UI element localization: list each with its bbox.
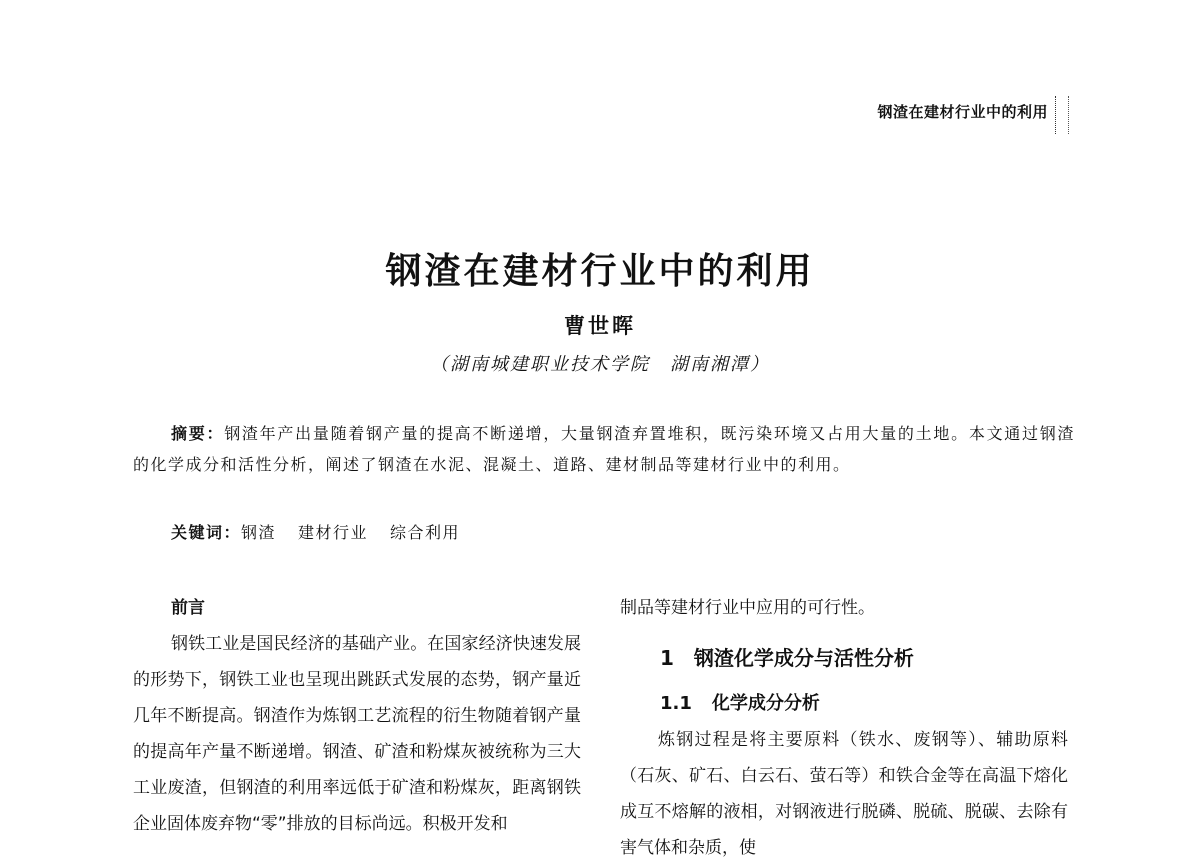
right-column (620, 590, 1068, 866)
continuation-text: 制品等建材行业中应用的可行性。 (620, 598, 875, 618)
keywords-label: 关键词： (171, 523, 242, 542)
author-name: 曹世晖 (564, 314, 636, 338)
subsection-title: 化学成分分析 (711, 693, 820, 714)
abstract-text: 钢渣年产出量随着钢产量的提高不断递增，大量钢渣弃置堆积，既污染环境又占用大量的土地。本文通过钢渣的化学成分和活性分析，阐述了钢渣在水泥、混凝土、道路、建材制品等建材行业中的利用。 (133, 424, 1075, 474)
section-title: 钢渣化学成分与活性分析 (693, 646, 914, 670)
header-ornament (1055, 96, 1069, 134)
preface-paragraph: 钢铁工业是国民经济的基础产业。在国家经济快速发展的形势下，钢铁工业也呈现出跳跃式发展的态势，钢产量近几年不断提高。钢渣作为炼钢工艺流程的衍生物随着钢产量的提高年产量不断递增。钢渣、矿渣和粉煤灰被统称为三大工业废渣，但钢渣的利用率远低于矿渣和粉煤灰，距离钢铁企业固体废弃物“零”排放的目标尚远。积极开发和 (133, 634, 581, 834)
section-paragraph: 炼钢过程是将主要原料（铁水、废钢等）、辅助原料（石灰、矿石、白云石、萤石等）和铁合金等在高温下熔化成互不熔解的液相，对钢液进行脱磷、脱硫、脱碳、去除有害气体和杂质，使 (620, 730, 1068, 858)
author-affiliation: （湖南城建职业技术学院 湖南湘潭） (430, 354, 770, 375)
abstract (133, 418, 1075, 480)
keyword-item: 钢渣 (241, 523, 277, 542)
left-column (133, 590, 581, 842)
keywords (171, 520, 482, 543)
abstract-label: 摘要： (171, 424, 225, 443)
keyword-item: 建材行业 (298, 523, 369, 542)
running-header: 钢渣在建材行业中的利用 (877, 103, 1048, 121)
subsection-number: 1.1 (660, 693, 692, 714)
section-heading (620, 640, 1068, 676)
section-number: 1 (660, 646, 674, 670)
keyword-item: 综合利用 (390, 523, 461, 542)
subsection-heading (620, 686, 1068, 722)
preface-heading: 前言 (171, 598, 205, 618)
paper-title: 钢渣在建材行业中的利用 (385, 250, 815, 292)
